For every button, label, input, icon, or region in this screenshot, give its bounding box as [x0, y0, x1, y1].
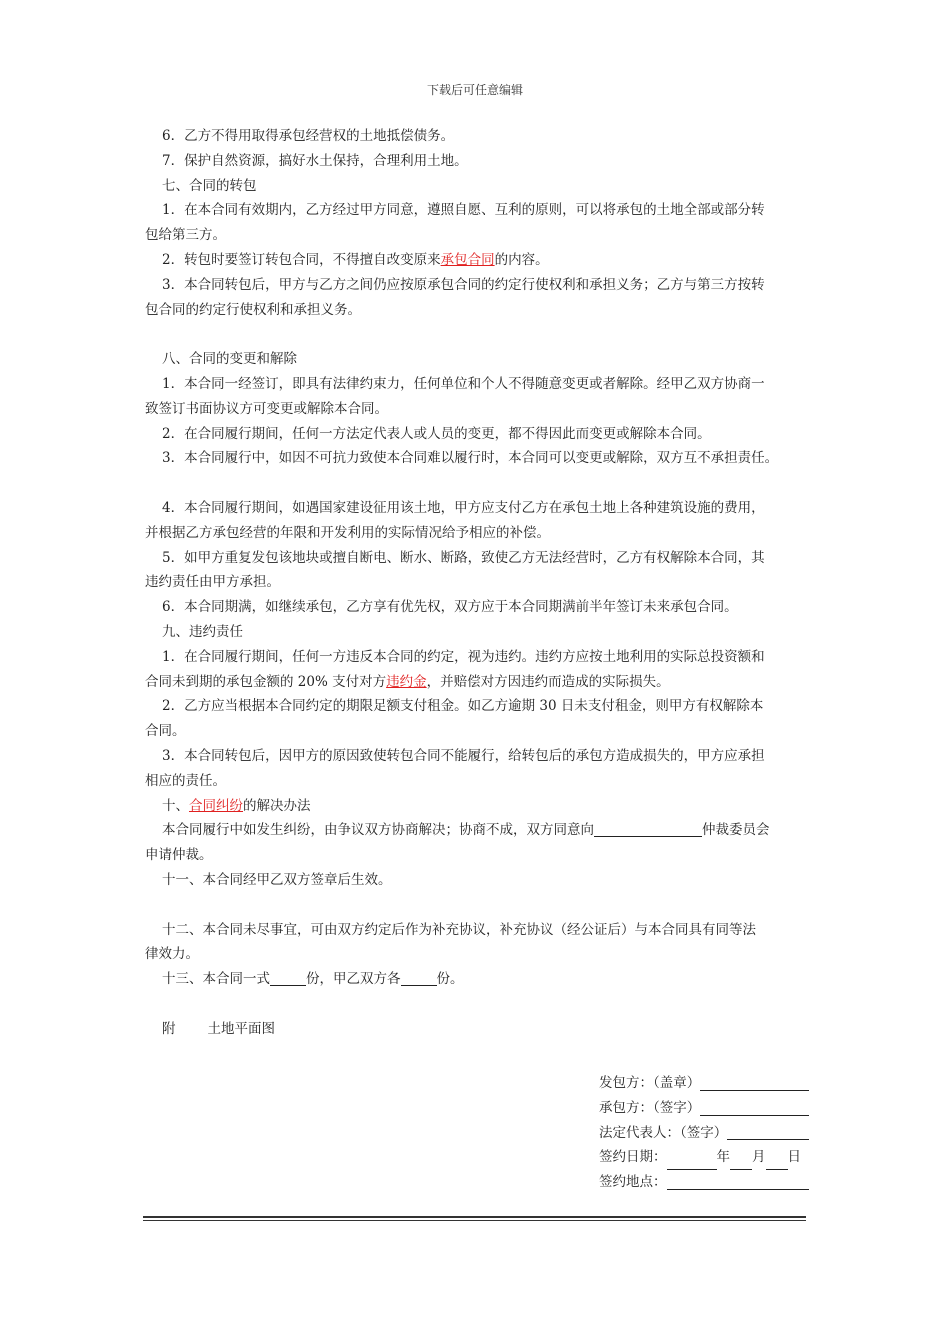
s9-clause-2-line-1: 2．乙方应当根据本合同约定的期限足额支付租金。如乙方逾期 30 日未支付租金，则甲方有权解除本	[162, 698, 764, 715]
attachment-title: 土地平面图	[207, 1020, 275, 1037]
s8-clause-5-line-1: 5．如甲方重复发包该地块或擅自断电、断水、断路，致使乙方无法经营时，乙方有权解除本合同，其	[162, 549, 765, 566]
s10-body-text: 本合同履行中如发生纠纷，由争议双方协商解决；协商不成，双方同意向	[162, 822, 594, 839]
s10-body-line-1	[145, 818, 813, 843]
contractor-blank	[700, 1099, 809, 1116]
year-blank	[667, 1153, 717, 1170]
s8-clause-6: 6．本合同期满，如继续承包，乙方享有优先权，双方应于本合同期满前半年签订未来承包合同。	[162, 599, 738, 616]
footer-rule-thick	[143, 1216, 806, 1218]
s7-clause-2-tail: 的内容。	[494, 251, 549, 268]
section-10-heading	[145, 794, 813, 819]
legal-rep-blank	[727, 1123, 809, 1140]
place-row	[599, 1170, 809, 1195]
legal-rep-row	[599, 1121, 809, 1146]
section-10-title: 的解决办法	[243, 797, 311, 814]
s7-clause-3-line-2: 包合同的约定行使权利和承担义务。	[145, 301, 361, 318]
s7-clause-1-line-1: 1．在本合同有效期内，乙方经过甲方同意，遵照自愿、互利的原则，可以将承包的土地全部或部分转	[162, 202, 765, 219]
year-label: 年	[716, 1149, 730, 1166]
spacer	[145, 471, 813, 496]
s7-clause-2	[145, 248, 813, 273]
s7-clause-3-line-1: 3．本合同转包后，甲方与乙方之间仍应按原承包合同的约定行使权利和承担义务；乙方与第三方按转	[162, 276, 765, 293]
attachment-line	[145, 1017, 813, 1042]
clause-7: 7．保护自然资源，搞好水土保持，合理利用土地。	[162, 152, 468, 169]
month-blank	[730, 1153, 752, 1170]
month-label: 月	[752, 1149, 766, 1166]
section-13-tail: 份。	[436, 971, 464, 988]
s10-body-tail: 仲裁委员会	[702, 822, 770, 839]
contract-link[interactable]: 承包合同	[440, 251, 495, 268]
s9-clause-1-text: 合同未到期的承包金额的 20% 支付对方	[145, 673, 387, 690]
section-13-text: 十三、本合同一式	[162, 971, 270, 988]
section-9-heading: 九、违约责任	[162, 623, 243, 640]
section-12-line-1: 十二、本合同未尽事宜，可由双方约定后作为补充协议，补充协议（经公证后）与本合同具有同等法	[162, 921, 756, 938]
section-10-number: 十、	[162, 797, 189, 814]
contractor-label: 承包方：（签字）	[599, 1099, 701, 1116]
footer-rule-thin	[143, 1220, 806, 1221]
clause-6: 6．乙方不得用取得承包经营权的土地抵偿债务。	[162, 128, 455, 144]
spacer	[145, 992, 813, 1017]
dispute-link[interactable]: 合同纠纷	[189, 797, 243, 814]
s8-clause-3: 3．本合同履行中，如因不可抗力致使本合同难以履行时，本合同可以变更或解除，双方互不承担责任。	[162, 450, 779, 467]
s8-clause-1-line-2: 致签订书面协议方可变更或解除本合同。	[145, 400, 388, 417]
each-copies-blank	[401, 969, 437, 986]
section-8-heading: 八、合同的变更和解除	[162, 351, 297, 368]
date-label: 签约日期：	[599, 1149, 667, 1166]
s7-clause-1-line-2: 包给第三方。	[145, 227, 226, 244]
s9-clause-3-line-1: 3．本合同转包后，因甲方的原因致使转包合同不能履行，给转包后的承包方造成损失的，甲方应承担	[162, 747, 765, 764]
penalty-link[interactable]: 违约金	[386, 673, 427, 690]
s8-clause-1-line-1: 1．本合同一经签订，即具有法律约束力，任何单位和个人不得随意变更或者解除。经甲乙双方协商一	[162, 375, 765, 392]
spacer	[145, 322, 813, 347]
s8-clause-2: 2．在合同履行期间，任何一方法定代表人或人员的变更，都不得因此而变更或解除本合同。	[162, 425, 711, 442]
section-12-line-2: 律效力。	[145, 946, 199, 963]
place-label: 签约地点：	[599, 1174, 667, 1191]
issuer-blank	[700, 1074, 809, 1091]
day-blank	[766, 1153, 788, 1170]
s7-clause-2-text: 2．转包时要签订转包合同，不得擅自改变原来	[162, 251, 441, 268]
contract-body	[145, 124, 813, 1041]
s9-clause-1-line-1: 1．在合同履行期间，任何一方违反本合同的约定，视为违约。违约方应按土地利用的实际总投资额和	[162, 648, 765, 665]
s9-clause-1-tail: ，并赔偿对方因违约而造成的实际损失。	[426, 673, 670, 690]
issuer-row	[599, 1071, 809, 1096]
section-11: 十一、本合同经甲乙双方签章后生效。	[162, 871, 392, 888]
page-header: 下载后可任意编辑	[426, 83, 523, 97]
attachment-label: 附	[162, 1020, 176, 1037]
section-13	[145, 967, 813, 992]
day-label: 日	[787, 1149, 801, 1166]
copies-blank	[270, 969, 306, 986]
contractor-row	[599, 1096, 809, 1121]
s9-clause-2-line-2: 合同。	[145, 723, 186, 740]
s9-clause-3-line-2: 相应的责任。	[145, 772, 226, 789]
date-row	[599, 1145, 809, 1170]
arbitration-blank	[594, 820, 702, 837]
s8-clause-4-line-1: 4．本合同履行期间，如遇国家建设征用该土地，甲方应支付乙方在承包土地上各种建筑设施的费用，	[162, 499, 765, 516]
s10-body-line-2: 申请仲裁。	[145, 847, 213, 864]
s8-clause-4-line-2: 并根据乙方承包经营的年限和开发利用的实际情况给予相应的补偿。	[145, 524, 550, 541]
s8-clause-5-line-2: 违约责任由甲方承担。	[145, 574, 280, 591]
spacer	[145, 893, 813, 918]
issuer-label: 发包方：（盖章）	[599, 1075, 701, 1091]
s9-clause-1-line-2	[145, 670, 813, 695]
section-13-mid: 份，甲乙双方各	[306, 971, 401, 988]
section-7-heading: 七、合同的转包	[162, 177, 257, 194]
signature-block	[599, 1071, 809, 1195]
legal-rep-label: 法定代表人：（签字）	[599, 1124, 728, 1141]
place-blank	[667, 1173, 810, 1190]
